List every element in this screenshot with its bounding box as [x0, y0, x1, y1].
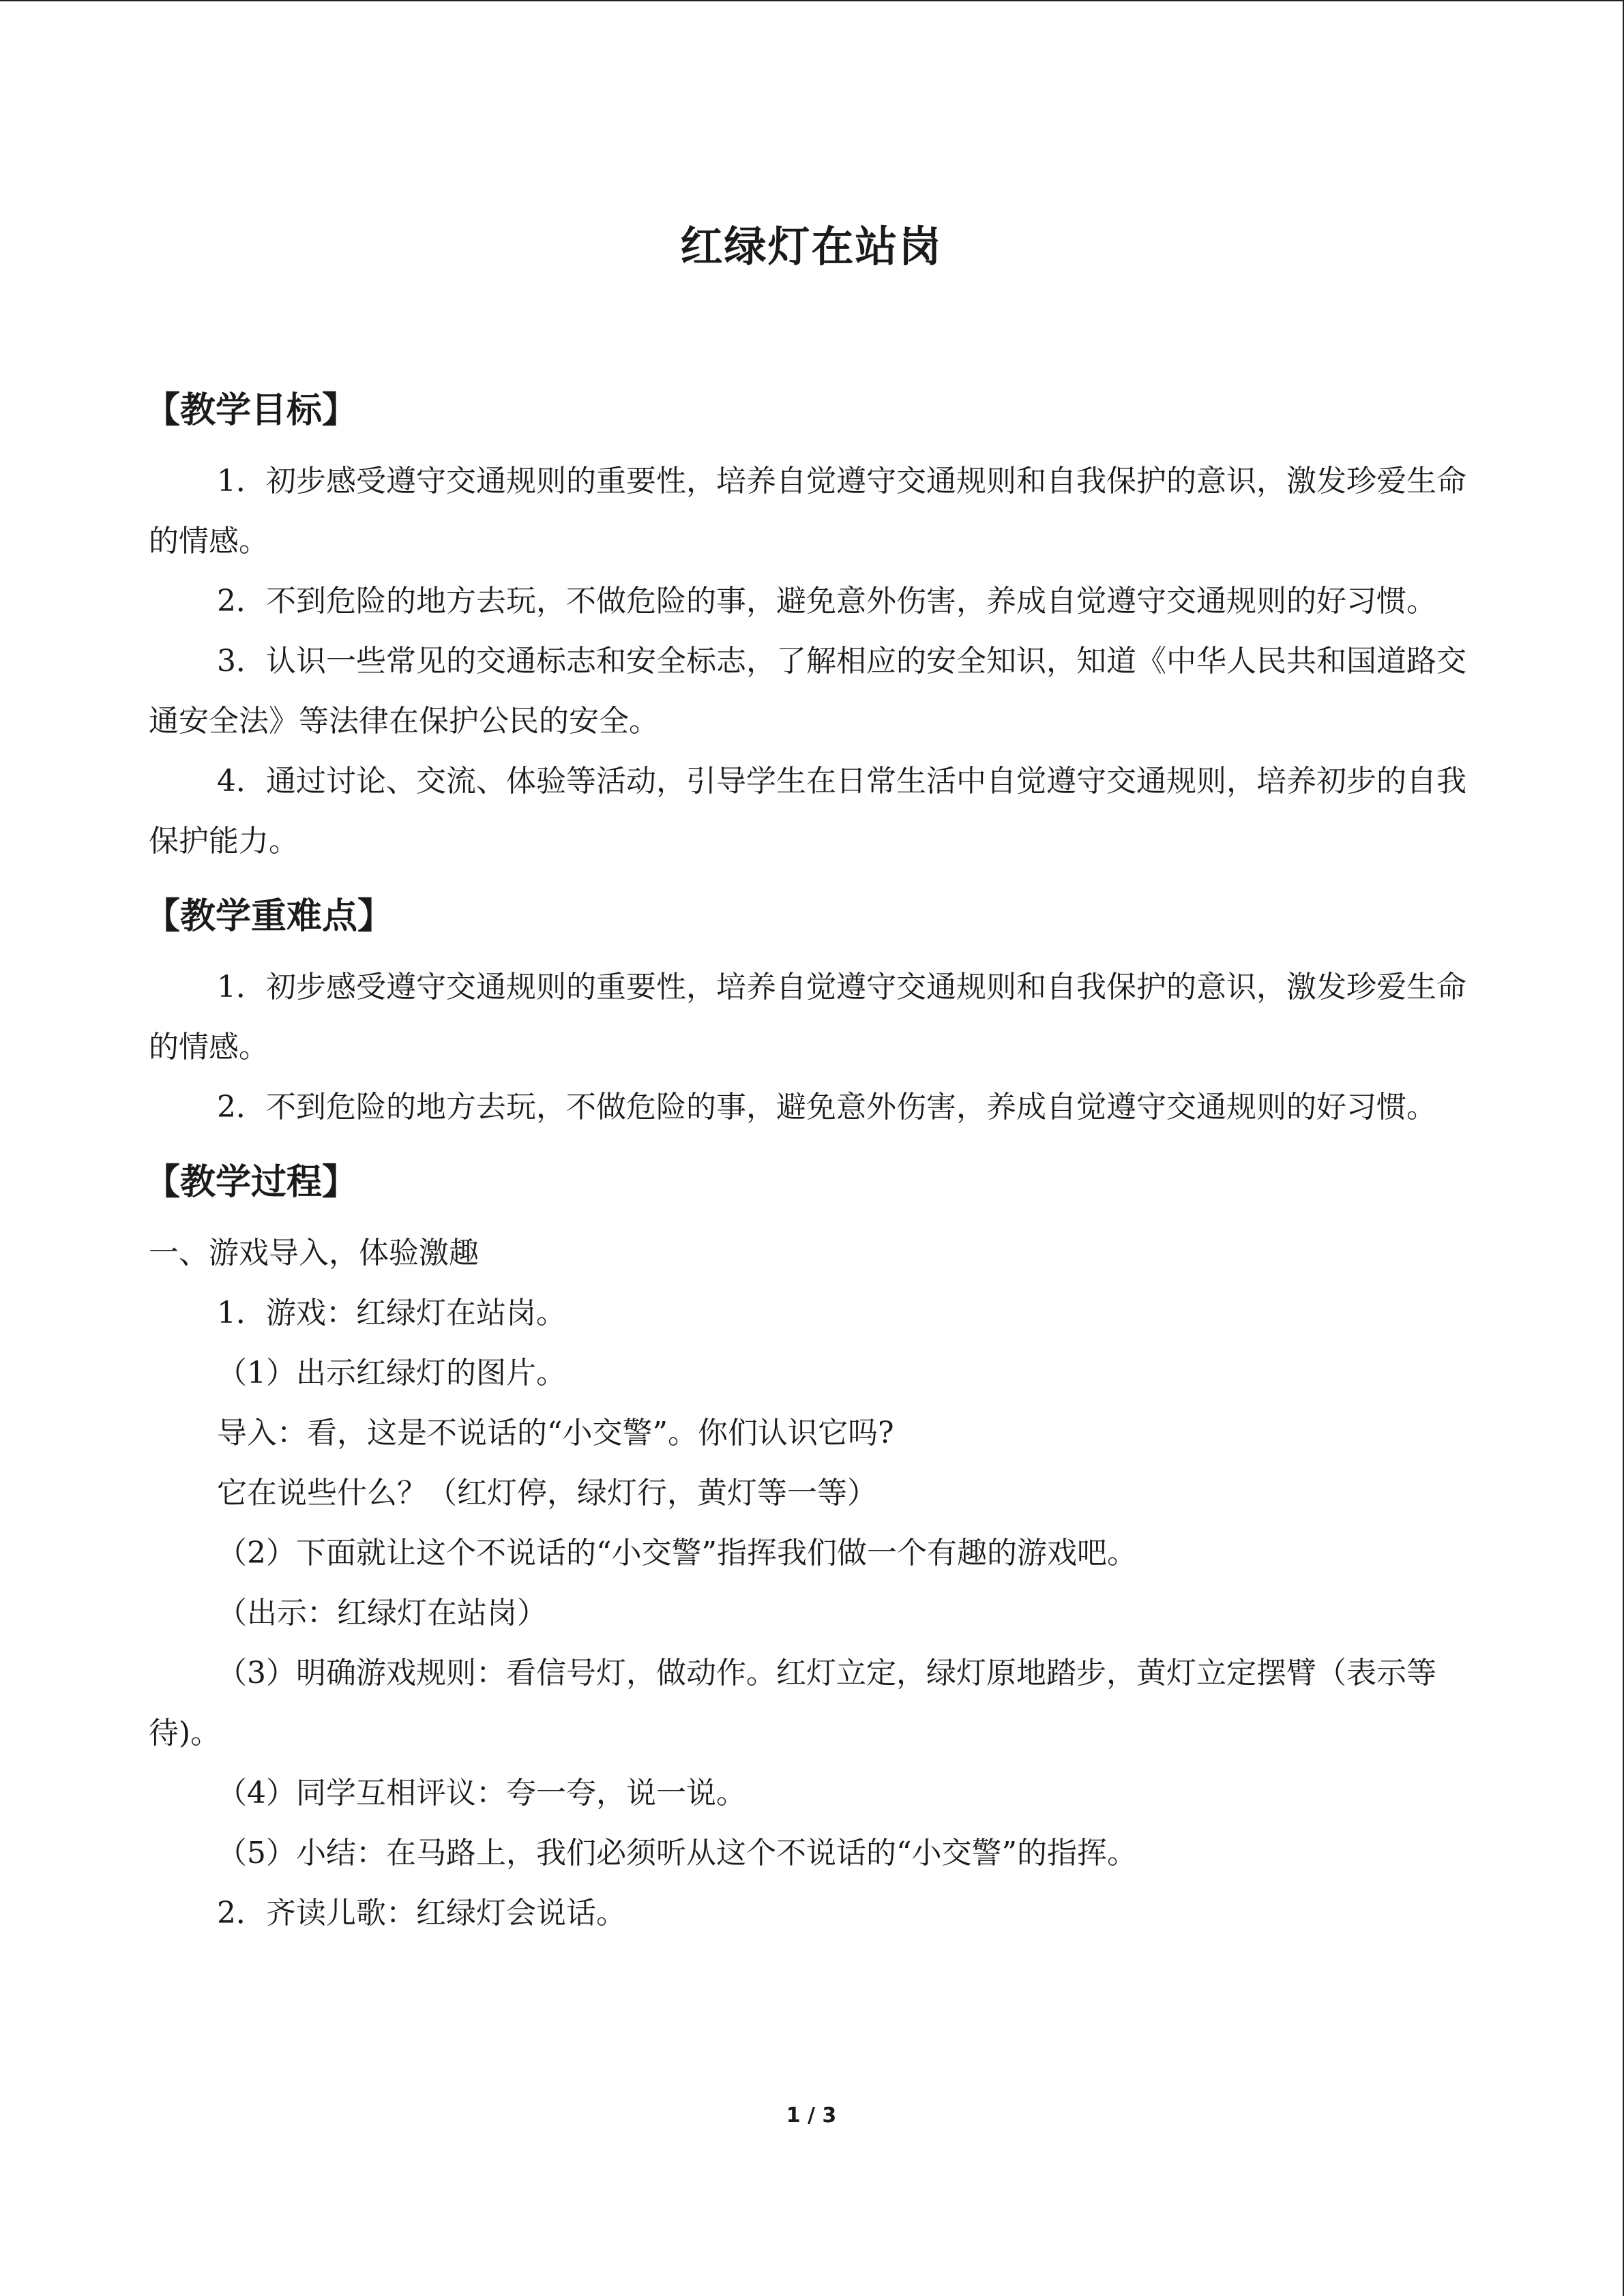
key-point-item-2: 2．不到危险的地方去玩，不做危险的事，避免意外伤害，养成自觉遵守交通规则的好习惯。 [217, 1090, 1436, 1124]
objective-item-2: 2．不到危险的地方去玩，不做危险的事，避免意外伤害，养成自觉遵守交通规则的好习惯。 [217, 584, 1436, 618]
process-item: （出示：红绿灯在站岗） [217, 1596, 547, 1630]
process-subheading-1: 一、游戏导入，体验激趣 [149, 1236, 479, 1270]
section-heading-objectives: 【教学目标】 [145, 390, 358, 431]
process-item: （2）下面就让这个不说话的“小交警”指挥我们做一个有趣的游戏吧。 [217, 1536, 1137, 1570]
section-heading-process: 【教学过程】 [145, 1162, 358, 1203]
process-item: （1）出示红绿灯的图片。 [217, 1356, 566, 1390]
process-item: 1．游戏：红绿灯在站岗。 [217, 1296, 566, 1330]
process-item: （3）明确游戏规则：看信号灯，做动作。红灯立定，绿灯原地踏步，黄灯立定摆臂（表示等待)。 [149, 1656, 1436, 1750]
process-item: 导入：看，这是不说话的“小交警”。你们认识它吗? [217, 1416, 894, 1450]
process-item: （4）同学互相评议：夸一夸，说一说。 [217, 1776, 746, 1810]
section-heading-key-points: 【教学重难点】 [145, 896, 394, 937]
objective-item-4: 4．通过讨论、交流、体验等活动，引导学生在日常生活中自觉遵守交通规则，培养初步的自我保护能力。 [149, 764, 1466, 859]
document-title: 红绿灯在站岗 [680, 222, 943, 271]
document-body [145, 383, 1475, 1943]
process-item: （5）小结：在马路上，我们必须听从这个不说话的“小交警”的指挥。 [217, 1836, 1137, 1870]
process-item: 它在说些什么？（红灯停，绿灯行，黄灯等一等） [217, 1476, 877, 1510]
objective-item-1: 1．初步感受遵守交通规则的重要性，培养自觉遵守交通规则和自我保护的意识，激发珍爱生命的情感。 [149, 464, 1466, 558]
objective-item-3: 3．认识一些常见的交通标志和安全标志，了解相应的安全知识，知道《中华人民共和国道路交通安全法》等法律在保护公民的安全。 [149, 644, 1466, 739]
key-point-item-1: 1．初步感受遵守交通规则的重要性，培养自觉遵守交通规则和自我保护的意识，激发珍爱生命的情感。 [149, 970, 1466, 1064]
page-number: 1 / 3 [786, 2104, 837, 2128]
process-item: 2．齐读儿歌：红绿灯会说话。 [217, 1896, 626, 1930]
